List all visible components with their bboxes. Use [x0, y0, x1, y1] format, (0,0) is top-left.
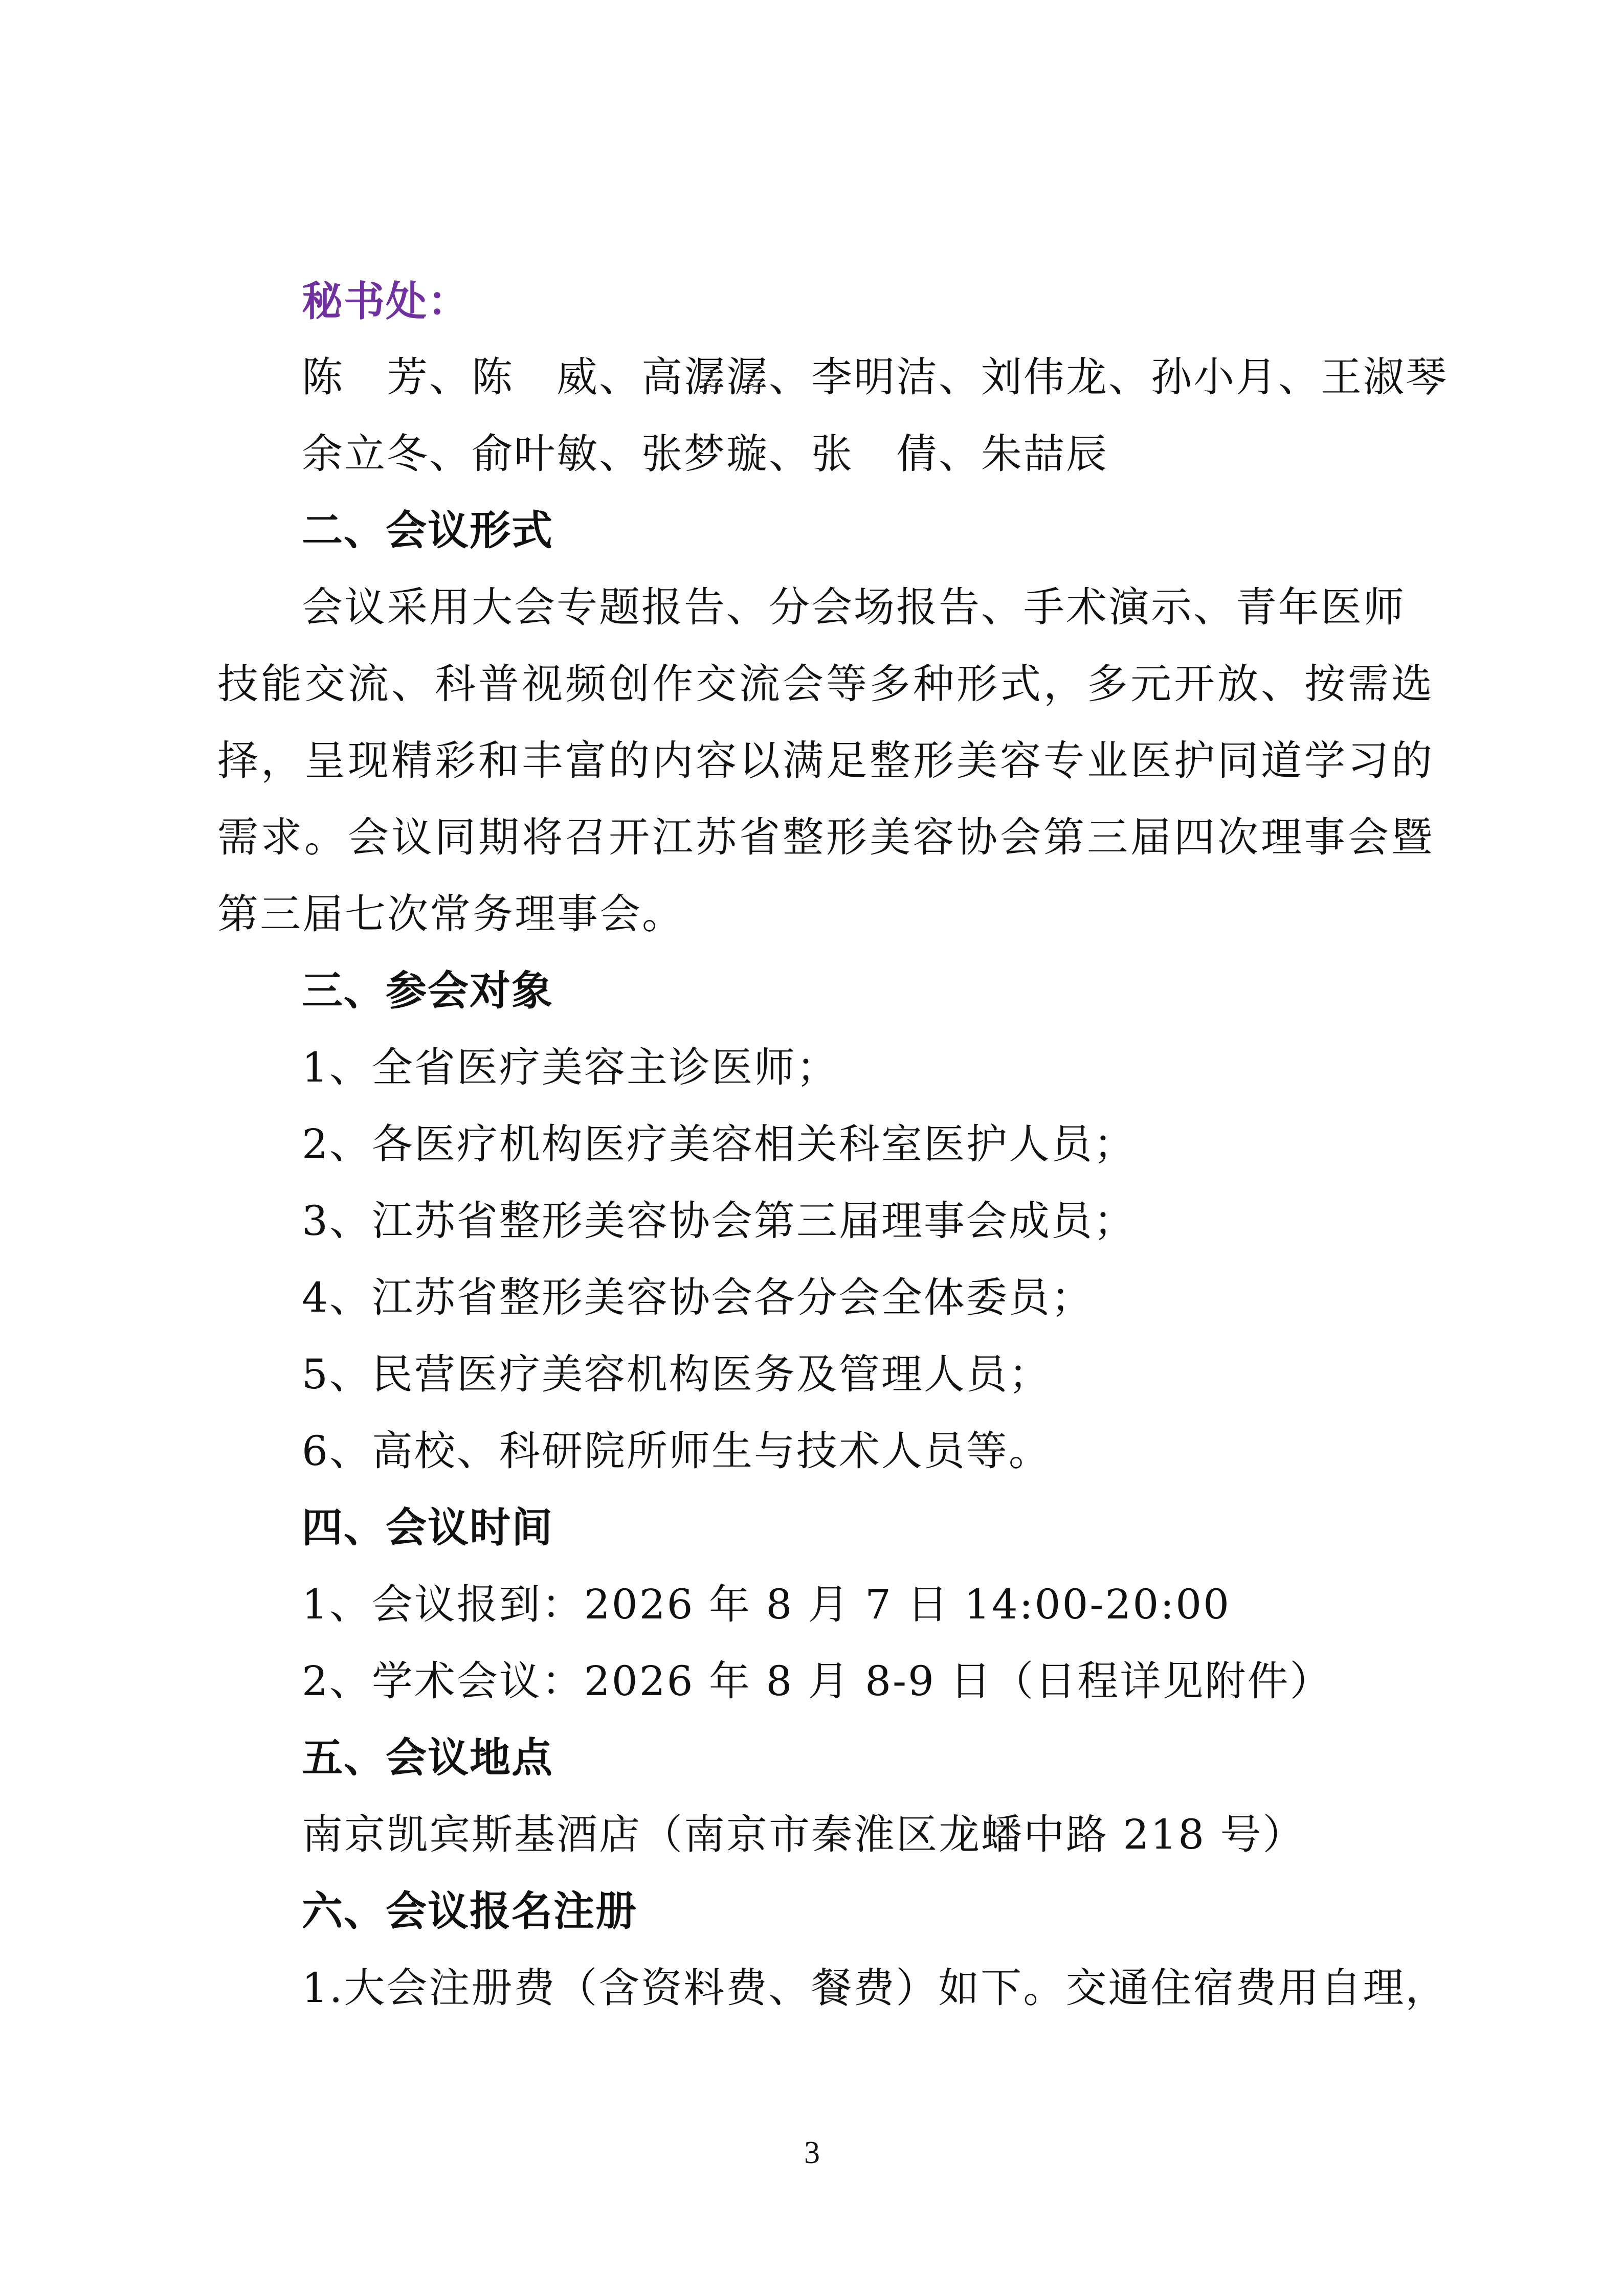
section-3-item-2: 2、各医疗机构医疗美容相关科室医护人员； — [302, 1120, 1136, 1168]
section-2-line-3: 择，呈现精彩和丰富的内容以满足整形美容专业医护同道学习的 — [217, 737, 1432, 784]
page-number: 3 — [804, 2135, 820, 2170]
section-5-heading: 五、会议地点 — [302, 1734, 553, 1782]
section-3-item-4: 4、江苏省整形美容协会各分会全体委员； — [302, 1274, 1094, 1321]
section-3-item-6: 6、高校、科研院所师生与技术人员等。 — [302, 1427, 1051, 1475]
section-6-heading: 六、会议报名注册 — [302, 1887, 637, 1935]
section-2-line-5: 第三届七次常务理事会。 — [217, 890, 684, 938]
section-2-line-2: 技能交流、科普视频创作交流会等多种形式，多元开放、按需选 — [217, 660, 1432, 708]
section-3-item-5: 5、民营医疗美容机构医务及管理人员； — [302, 1350, 1051, 1398]
section-4-item-2: 2、学术会议：2026 年 8 月 8-9 日（日程详见附件） — [302, 1657, 1332, 1705]
section-3-item-3: 3、江苏省整形美容协会第三届理事会成员； — [302, 1197, 1136, 1245]
section-5-address: 南京凯宾斯基酒店（南京市秦淮区龙蟠中路 218 号） — [302, 1811, 1305, 1858]
secretariat-members-line-1: 陈 芳、陈 威、高潺潺、李明洁、刘伟龙、孙小月、王淑琴 — [302, 353, 1448, 401]
section-6-line-1: 1.大会注册费（含资料费、餐费）如下。交通住宿费用自理， — [302, 1964, 1448, 2012]
section-2-heading: 二、会议形式 — [302, 507, 553, 554]
secretariat-members-line-2: 余立冬、俞叶敏、张梦璇、张 倩、朱喆辰 — [302, 430, 1108, 478]
section-3-heading: 三、参会对象 — [302, 967, 553, 1015]
section-3-item-1: 1、全省医疗美容主诊医师； — [302, 1044, 839, 1091]
section-4-item-1: 1、会议报到：2026 年 8 月 7 日 14:00-20:00 — [302, 1581, 1231, 1628]
section-2-line-4: 需求。会议同期将召开江苏省整形美容协会第三届四次理事会暨 — [217, 814, 1432, 861]
section-2-line-1: 会议采用大会专题报告、分会场报告、手术演示、青年医师 — [302, 583, 1406, 631]
secretariat-heading: 秘书处： — [302, 278, 470, 325]
section-4-heading: 四、会议时间 — [302, 1504, 553, 1551]
